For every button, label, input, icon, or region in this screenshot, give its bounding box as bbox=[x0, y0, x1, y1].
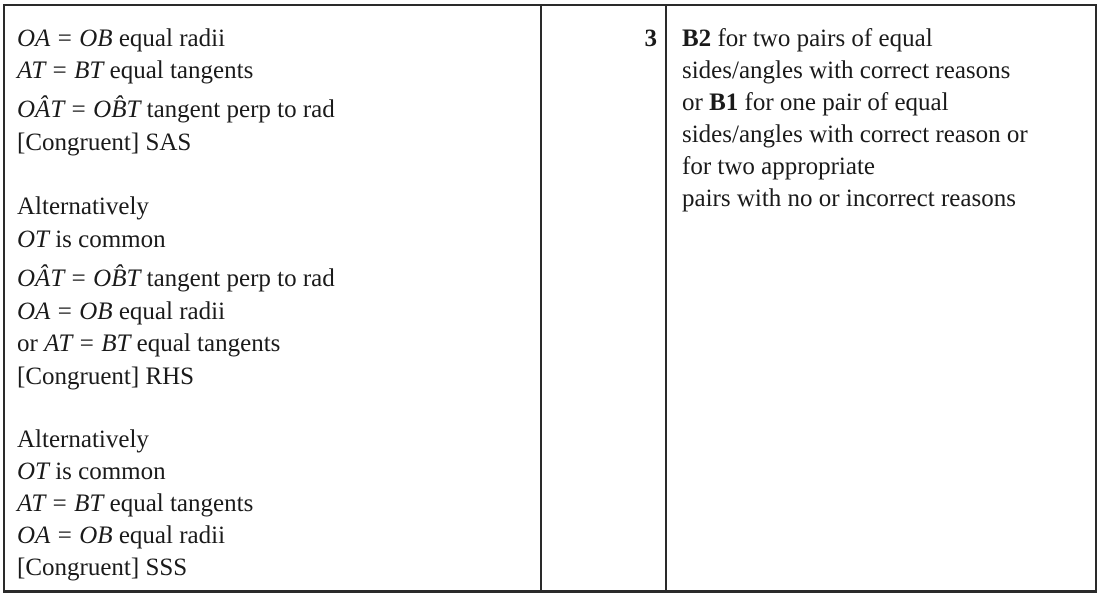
answer-line: or AT = BT equal tangents bbox=[17, 330, 281, 357]
answer-line: OA = OB equal radii bbox=[17, 298, 226, 325]
guidance-line: sides/angles with correct reasons bbox=[682, 57, 1011, 84]
answer-column bbox=[5, 6, 542, 590]
answer-line: OT is common bbox=[17, 226, 166, 253]
mark-column bbox=[542, 6, 667, 590]
answer-line: [Congruent] RHS bbox=[17, 363, 195, 390]
answer-line: OT is common bbox=[17, 458, 166, 485]
mark-scheme-table bbox=[3, 4, 1097, 593]
mark-value: 3 bbox=[644, 25, 657, 52]
guidance-column bbox=[667, 6, 1095, 590]
answer-line: OÂT = OB̂T tangent perp to rad bbox=[17, 96, 335, 123]
answer-line: OA = OB equal radii bbox=[17, 522, 226, 549]
guidance-line: sides/angles with correct reason or bbox=[682, 121, 1028, 148]
guidance-line: for two appropriate bbox=[682, 153, 875, 180]
answer-line: AT = BT equal tangents bbox=[17, 57, 254, 84]
answer-line: [Congruent] SSS bbox=[17, 554, 188, 581]
answer-line: Alternatively bbox=[17, 193, 149, 220]
guidance-line: B2 for two pairs of equal bbox=[682, 25, 933, 52]
guidance-line: pairs with no or incorrect reasons bbox=[682, 185, 1016, 212]
answer-line: [Congruent] SAS bbox=[17, 129, 192, 156]
answer-line: OÂT = OB̂T tangent perp to rad bbox=[17, 265, 335, 292]
answer-line: OA = OB equal radii bbox=[17, 25, 226, 52]
answer-line: AT = BT equal tangents bbox=[17, 490, 254, 517]
guidance-line: or B1 for one pair of equal bbox=[682, 89, 949, 116]
answer-line: Alternatively bbox=[17, 426, 149, 453]
